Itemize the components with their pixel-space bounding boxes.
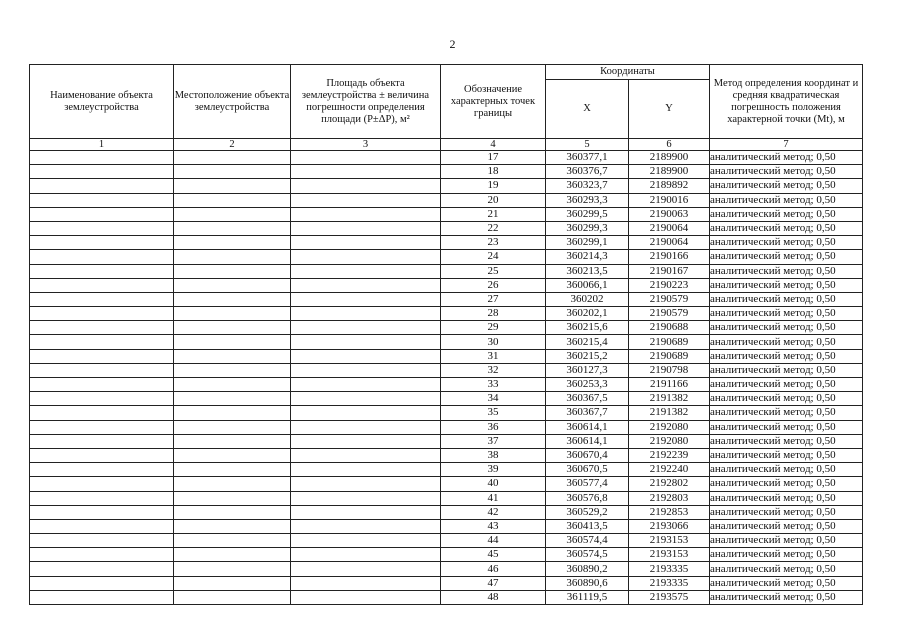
cell-area <box>291 349 441 363</box>
coordinates-table <box>29 64 863 605</box>
cell-method: аналитический метод; 0,50 <box>710 562 863 576</box>
cell-location <box>174 179 291 193</box>
cell-x: 360323,7 <box>546 179 629 193</box>
cell-y: 2190579 <box>629 307 710 321</box>
cell-x: 360574,4 <box>546 534 629 548</box>
cell-object-name <box>30 207 174 221</box>
cell-y: 2190689 <box>629 349 710 363</box>
cell-location <box>174 576 291 590</box>
cell-object-name <box>30 548 174 562</box>
cell-area <box>291 179 441 193</box>
cell-point: 20 <box>441 193 546 207</box>
table-row <box>30 335 863 349</box>
cell-area <box>291 548 441 562</box>
cell-y: 2190167 <box>629 264 710 278</box>
cell-point: 44 <box>441 534 546 548</box>
cell-y: 2189900 <box>629 165 710 179</box>
cell-object-name <box>30 420 174 434</box>
table-row <box>30 548 863 562</box>
header-y: Y <box>629 80 710 139</box>
cell-object-name <box>30 534 174 548</box>
cell-area <box>291 278 441 292</box>
cell-area <box>291 378 441 392</box>
cell-y: 2190064 <box>629 236 710 250</box>
cell-area <box>291 264 441 278</box>
cell-object-name <box>30 264 174 278</box>
cell-method: аналитический метод; 0,50 <box>710 448 863 462</box>
cell-method: аналитический метод; 0,50 <box>710 434 863 448</box>
cell-location <box>174 250 291 264</box>
cell-x: 360299,1 <box>546 236 629 250</box>
cell-method: аналитический метод; 0,50 <box>710 491 863 505</box>
table-row <box>30 378 863 392</box>
cell-y: 2190166 <box>629 250 710 264</box>
column-number: 3 <box>291 139 441 151</box>
header-object-name: Наименование объекта землеустройства <box>30 65 174 139</box>
cell-method: аналитический метод; 0,50 <box>710 406 863 420</box>
cell-method: аналитический метод; 0,50 <box>710 151 863 165</box>
column-number: 5 <box>546 139 629 151</box>
cell-object-name <box>30 321 174 335</box>
cell-location <box>174 307 291 321</box>
page-number: 2 <box>449 37 456 51</box>
cell-y: 2193335 <box>629 576 710 590</box>
table-row <box>30 420 863 434</box>
cell-area <box>291 477 441 491</box>
cell-point: 41 <box>441 491 546 505</box>
cell-x: 360614,1 <box>546 420 629 434</box>
cell-object-name <box>30 179 174 193</box>
cell-point: 24 <box>441 250 546 264</box>
cell-x: 360890,2 <box>546 562 629 576</box>
cell-point: 19 <box>441 179 546 193</box>
cell-location <box>174 321 291 335</box>
cell-location <box>174 519 291 533</box>
cell-object-name <box>30 448 174 462</box>
cell-location <box>174 278 291 292</box>
cell-x: 360574,5 <box>546 548 629 562</box>
cell-location <box>174 392 291 406</box>
cell-method: аналитический метод; 0,50 <box>710 420 863 434</box>
cell-y: 2190798 <box>629 363 710 377</box>
table-row <box>30 307 863 321</box>
table-row <box>30 534 863 548</box>
cell-point: 25 <box>441 264 546 278</box>
cell-y: 2192080 <box>629 420 710 434</box>
column-number: 6 <box>629 139 710 151</box>
cell-location <box>174 207 291 221</box>
table-row <box>30 505 863 519</box>
cell-x: 360215,2 <box>546 349 629 363</box>
cell-area <box>291 207 441 221</box>
cell-method: аналитический метод; 0,50 <box>710 477 863 491</box>
cell-object-name <box>30 392 174 406</box>
cell-point: 43 <box>441 519 546 533</box>
cell-point: 33 <box>441 378 546 392</box>
cell-object-name <box>30 590 174 604</box>
cell-y: 2193335 <box>629 562 710 576</box>
table-row <box>30 434 863 448</box>
cell-method: аналитический метод; 0,50 <box>710 378 863 392</box>
cell-object-name <box>30 562 174 576</box>
cell-x: 360066,1 <box>546 278 629 292</box>
table-row <box>30 392 863 406</box>
cell-point: 39 <box>441 463 546 477</box>
cell-point: 35 <box>441 406 546 420</box>
header-x: X <box>546 80 629 139</box>
cell-method: аналитический метод; 0,50 <box>710 250 863 264</box>
cell-object-name <box>30 278 174 292</box>
table-row <box>30 491 863 505</box>
cell-location <box>174 463 291 477</box>
cell-object-name <box>30 576 174 590</box>
cell-location <box>174 264 291 278</box>
cell-method: аналитический метод; 0,50 <box>710 236 863 250</box>
cell-location <box>174 151 291 165</box>
cell-area <box>291 406 441 420</box>
table-row <box>30 165 863 179</box>
cell-point: 38 <box>441 448 546 462</box>
cell-point: 36 <box>441 420 546 434</box>
table-row <box>30 576 863 590</box>
cell-method: аналитический метод; 0,50 <box>710 590 863 604</box>
cell-object-name <box>30 292 174 306</box>
cell-area <box>291 250 441 264</box>
cell-location <box>174 335 291 349</box>
cell-point: 18 <box>441 165 546 179</box>
table-row <box>30 349 863 363</box>
cell-x: 360576,8 <box>546 491 629 505</box>
column-number: 7 <box>710 139 863 151</box>
header-area: Площадь объекта землеустройства ± величина погрешности определения площади (P±ΔP), м² <box>291 65 441 139</box>
cell-area <box>291 505 441 519</box>
table-row <box>30 193 863 207</box>
cell-location <box>174 165 291 179</box>
cell-area <box>291 321 441 335</box>
cell-x: 360127,3 <box>546 363 629 377</box>
cell-y: 2193066 <box>629 519 710 533</box>
column-number: 1 <box>30 139 174 151</box>
table-row <box>30 151 863 165</box>
cell-object-name <box>30 378 174 392</box>
cell-point: 47 <box>441 576 546 590</box>
cell-object-name <box>30 434 174 448</box>
cell-method: аналитический метод; 0,50 <box>710 463 863 477</box>
table-row <box>30 463 863 477</box>
cell-method: аналитический метод; 0,50 <box>710 179 863 193</box>
cell-y: 2190223 <box>629 278 710 292</box>
cell-method: аналитический метод; 0,50 <box>710 292 863 306</box>
cell-point: 40 <box>441 477 546 491</box>
cell-point: 34 <box>441 392 546 406</box>
cell-area <box>291 335 441 349</box>
cell-location <box>174 292 291 306</box>
cell-point: 27 <box>441 292 546 306</box>
cell-location <box>174 534 291 548</box>
table-row <box>30 519 863 533</box>
cell-y: 2192080 <box>629 434 710 448</box>
table-row <box>30 264 863 278</box>
cell-x: 360367,5 <box>546 392 629 406</box>
cell-method: аналитический метод; 0,50 <box>710 519 863 533</box>
cell-method: аналитический метод; 0,50 <box>710 335 863 349</box>
cell-x: 360202 <box>546 292 629 306</box>
cell-x: 360577,4 <box>546 477 629 491</box>
cell-x: 360213,5 <box>546 264 629 278</box>
cell-y: 2190016 <box>629 193 710 207</box>
cell-point: 37 <box>441 434 546 448</box>
cell-object-name <box>30 335 174 349</box>
table-row <box>30 477 863 491</box>
header-point-designation: Обозначение характерных точек границы <box>441 65 546 139</box>
cell-x: 360890,6 <box>546 576 629 590</box>
cell-location <box>174 221 291 235</box>
cell-x: 360377,1 <box>546 151 629 165</box>
cell-object-name <box>30 491 174 505</box>
cell-location <box>174 562 291 576</box>
cell-area <box>291 292 441 306</box>
cell-object-name <box>30 477 174 491</box>
cell-method: аналитический метод; 0,50 <box>710 349 863 363</box>
cell-area <box>291 463 441 477</box>
cell-object-name <box>30 519 174 533</box>
cell-area <box>291 236 441 250</box>
table-row <box>30 562 863 576</box>
cell-object-name <box>30 236 174 250</box>
cell-x: 360670,5 <box>546 463 629 477</box>
cell-area <box>291 363 441 377</box>
cell-y: 2192240 <box>629 463 710 477</box>
cell-location <box>174 590 291 604</box>
cell-object-name <box>30 193 174 207</box>
cell-y: 2191166 <box>629 378 710 392</box>
cell-point: 32 <box>441 363 546 377</box>
table-body <box>30 151 863 605</box>
cell-y: 2190063 <box>629 207 710 221</box>
cell-location <box>174 363 291 377</box>
header-method: Метод определения координат и средняя квадратическая погрешность положения характерной точки (Mt), м <box>710 65 863 139</box>
cell-location <box>174 434 291 448</box>
cell-area <box>291 590 441 604</box>
cell-y: 2189892 <box>629 179 710 193</box>
cell-method: аналитический метод; 0,50 <box>710 534 863 548</box>
cell-area <box>291 534 441 548</box>
table-row <box>30 221 863 235</box>
table-row <box>30 448 863 462</box>
cell-method: аналитический метод; 0,50 <box>710 264 863 278</box>
cell-y: 2193153 <box>629 534 710 548</box>
cell-area <box>291 392 441 406</box>
cell-object-name <box>30 250 174 264</box>
cell-point: 30 <box>441 335 546 349</box>
cell-area <box>291 448 441 462</box>
cell-area <box>291 434 441 448</box>
cell-x: 360670,4 <box>546 448 629 462</box>
cell-method: аналитический метод; 0,50 <box>710 576 863 590</box>
cell-point: 21 <box>441 207 546 221</box>
cell-object-name <box>30 349 174 363</box>
cell-y: 2189900 <box>629 151 710 165</box>
table-row <box>30 406 863 420</box>
cell-point: 31 <box>441 349 546 363</box>
table-row <box>30 590 863 604</box>
cell-location <box>174 505 291 519</box>
cell-y: 2191382 <box>629 406 710 420</box>
cell-y: 2190688 <box>629 321 710 335</box>
cell-point: 46 <box>441 562 546 576</box>
cell-point: 22 <box>441 221 546 235</box>
cell-area <box>291 420 441 434</box>
cell-x: 361119,5 <box>546 590 629 604</box>
cell-area <box>291 151 441 165</box>
cell-x: 360215,6 <box>546 321 629 335</box>
cell-method: аналитический метод; 0,50 <box>710 548 863 562</box>
header-coordinates: Координаты <box>546 65 710 80</box>
cell-location <box>174 378 291 392</box>
cell-location <box>174 477 291 491</box>
cell-method: аналитический метод; 0,50 <box>710 193 863 207</box>
cell-area <box>291 165 441 179</box>
cell-object-name <box>30 307 174 321</box>
column-number: 4 <box>441 139 546 151</box>
cell-y: 2192802 <box>629 477 710 491</box>
cell-location <box>174 193 291 207</box>
cell-point: 48 <box>441 590 546 604</box>
cell-method: аналитический метод; 0,50 <box>710 221 863 235</box>
cell-y: 2192853 <box>629 505 710 519</box>
cell-point: 23 <box>441 236 546 250</box>
cell-object-name <box>30 221 174 235</box>
cell-x: 360299,5 <box>546 207 629 221</box>
cell-object-name <box>30 505 174 519</box>
cell-x: 360376,7 <box>546 165 629 179</box>
cell-y: 2191382 <box>629 392 710 406</box>
cell-x: 360529,2 <box>546 505 629 519</box>
cell-object-name <box>30 463 174 477</box>
cell-point: 17 <box>441 151 546 165</box>
table-row <box>30 207 863 221</box>
cell-x: 360367,7 <box>546 406 629 420</box>
cell-method: аналитический метод; 0,50 <box>710 207 863 221</box>
table-row <box>30 179 863 193</box>
table-row <box>30 292 863 306</box>
cell-location <box>174 491 291 505</box>
table-row <box>30 321 863 335</box>
table-row <box>30 250 863 264</box>
cell-method: аналитический метод; 0,50 <box>710 321 863 335</box>
cell-location <box>174 349 291 363</box>
cell-location <box>174 448 291 462</box>
cell-location <box>174 406 291 420</box>
cell-object-name <box>30 363 174 377</box>
cell-area <box>291 193 441 207</box>
cell-area <box>291 491 441 505</box>
cell-x: 360299,3 <box>546 221 629 235</box>
cell-object-name <box>30 406 174 420</box>
cell-area <box>291 576 441 590</box>
cell-x: 360202,1 <box>546 307 629 321</box>
cell-area <box>291 519 441 533</box>
cell-x: 360253,3 <box>546 378 629 392</box>
cell-y: 2193575 <box>629 590 710 604</box>
cell-object-name <box>30 165 174 179</box>
cell-point: 28 <box>441 307 546 321</box>
cell-y: 2192239 <box>629 448 710 462</box>
cell-x: 360413,5 <box>546 519 629 533</box>
cell-area <box>291 221 441 235</box>
column-number: 2 <box>174 139 291 151</box>
cell-object-name <box>30 151 174 165</box>
cell-point: 42 <box>441 505 546 519</box>
cell-y: 2190689 <box>629 335 710 349</box>
table-row <box>30 363 863 377</box>
table-row <box>30 278 863 292</box>
table-row <box>30 236 863 250</box>
cell-location <box>174 548 291 562</box>
cell-point: 26 <box>441 278 546 292</box>
header-location: Местоположение объекта землеустройства <box>174 65 291 139</box>
cell-location <box>174 420 291 434</box>
cell-y: 2192803 <box>629 491 710 505</box>
cell-location <box>174 236 291 250</box>
cell-point: 45 <box>441 548 546 562</box>
column-numbers-row <box>30 139 863 151</box>
cell-x: 360293,3 <box>546 193 629 207</box>
cell-method: аналитический метод; 0,50 <box>710 505 863 519</box>
cell-method: аналитический метод; 0,50 <box>710 392 863 406</box>
cell-method: аналитический метод; 0,50 <box>710 278 863 292</box>
cell-point: 29 <box>441 321 546 335</box>
cell-y: 2193153 <box>629 548 710 562</box>
cell-y: 2190579 <box>629 292 710 306</box>
cell-method: аналитический метод; 0,50 <box>710 363 863 377</box>
cell-x: 360214,3 <box>546 250 629 264</box>
cell-x: 360215,4 <box>546 335 629 349</box>
cell-area <box>291 562 441 576</box>
cell-y: 2190064 <box>629 221 710 235</box>
cell-method: аналитический метод; 0,50 <box>710 165 863 179</box>
cell-method: аналитический метод; 0,50 <box>710 307 863 321</box>
cell-area <box>291 307 441 321</box>
cell-x: 360614,1 <box>546 434 629 448</box>
